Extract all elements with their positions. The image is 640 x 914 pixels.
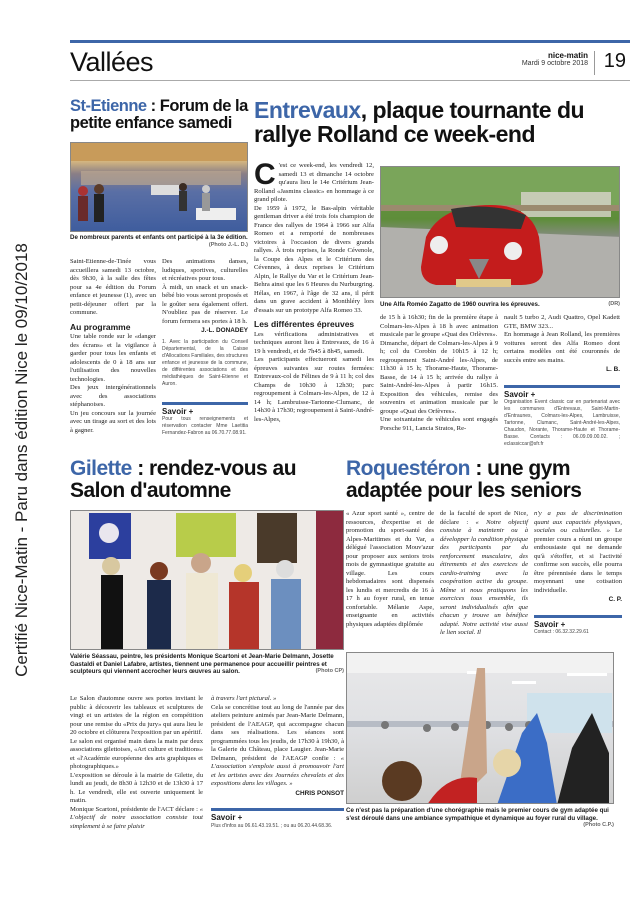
article-column-2 [211, 695, 344, 830]
article-entrevaux [254, 97, 630, 447]
headline-text: , plaque tournante du rallye Rolland ce week-end [254, 97, 585, 147]
paragraph: 'est ce week-end, les vendredi 12, samedi 13 et dimanche 14 octobre qu'aura lieu le 14e Critérium Jean-Rolland «Jasmins classic» en hommage à ce grand pilote. [254, 162, 374, 203]
header-divider [594, 51, 595, 75]
headline-text: : Forum de la petite enfance samedi [70, 97, 248, 132]
savoir-title: Savoir + [162, 406, 194, 416]
brand-name: nice-matin [547, 51, 588, 60]
quote: « L'association s'emploie aussi à promouvoir l'art et les artistes avec des Journées chevalets et des expositions dans les villages. » [211, 754, 344, 787]
savoir-text: Pour tous renseignements et réservation contacter Mme Laetitia Fernandez-Fabron au 06.70.77.08.91. [162, 416, 248, 436]
paragraph: Un jeu concours sur la journée avec un tirage au sort et des lots à gagner. [70, 409, 156, 434]
section-title: Vallées [70, 47, 154, 77]
article-column-3 [534, 510, 622, 636]
quote: « L'objectif de notre association consiste tout simplement à se faire plaisir [70, 805, 203, 830]
photo-credit: (Photo C.P.) [583, 822, 614, 829]
gym-photo [346, 652, 614, 804]
headline-text: : rendez-vous au Salon d'automne [70, 457, 297, 502]
certification-text: Certifié Nice-Matin - Paru dans édition Nice le 09/10/2018 [12, 243, 31, 677]
article-headline [70, 458, 348, 502]
paragraph: Les participants effectueront samedi les épreuves suivantes sur routes fermées: Entrevaux-col de Félines de 9 à 11 h; col des Champs de 10h30 à 12h30; parc regroupement à Colmars-les-Alpes, de 12 à 14 h; Lambruisse-Tartonne-Clumanc, de 14h30 à 17h30; regroupement à Saint-André-les-Alpes, [254, 356, 374, 423]
photo-caption [380, 301, 620, 309]
hall-illustration-icon [71, 143, 248, 232]
headline-place: St-Etienne [70, 97, 147, 115]
certification-stamp [4, 40, 40, 880]
article-column-1 [346, 510, 434, 629]
quote: à travers l'art pictural. » [211, 695, 277, 702]
headline-place: Gilette [70, 457, 132, 480]
paragraph: de 15 h à 16h30; fin de la première étape à Colmars-les-Alpes à 18 h avec animation musicale par le groupe «Quai des Orlèvres». [380, 314, 498, 338]
paragraph: « Azur sport santé », centre de ressources, d'expertise et de promotion du sport-santé des Alpes-Maritimes et du Var, a délégué l'association Mouv'azur pour proposer aux seniors trois mois de gymnastique gratuite au village. Les cours hebdomadaires sont dispensés les lundis et mercredis de 16 à 17 h au foyer rural, en tenue confortable. Mélanie Aspe, enseignante en activités physiques adaptées diplômée [346, 510, 434, 628]
article-column-1 [254, 158, 374, 424]
paragraph: Saint-Etienne-de-Tinée vous accueillera samedi 13 octobre, dès 9h30, à la salle des fêtes pour sa 4e édition du Forum enfance et jeunesse (1), avec un petit-déjeuner offert par la commune. [70, 258, 156, 316]
headline-text: : une gym adaptée pour les seniors [346, 457, 582, 502]
article-column-2 [380, 314, 498, 433]
group-illustration-icon [71, 511, 344, 650]
newspaper-page [70, 0, 630, 914]
savoir-box [534, 615, 622, 637]
dropcap: C [254, 158, 276, 191]
quote: n'y a pas de discrimination quant aux capacités physiques, sociales ou culturelles. » [534, 510, 622, 534]
article-column-2 [162, 258, 248, 437]
savoir-title: Savoir + [504, 389, 536, 399]
paragraph: Le salon est organisé main dans la main par deux associations gilettoises, «Art culture et traditions» et «l'Académie européenne des arts graphiques et photographiques.» [70, 737, 203, 770]
paragraph: nault 5 turbo 2, Audi Quattro, Opel Kadett GTE, BMW 323... [504, 314, 620, 330]
paragraph: Une table ronde sur le «danger des écrans» et la vigilance à garder pour tous les enfants et adolescents de 0 à 18 ans sur l'utilisation des nouvelles technologies. [70, 333, 156, 383]
paragraph: De 1959 à 1972, le Bas-alpin véritable gentleman driver a été trois fois champion de France des rallyes de 1964 à 1966 sur Alfa Romeo et a remporté de nombreuses victoires à l'occasion de divers grands rallyes. À trois reprises, la Ronde Cévenole, la Coupe des Alpes et le Critérium des Cévennes, à deux reprises le Critérium Alpin, le Rallye du Var et le Critérium Jean-Behra ainsi que les 6 Heures du Nurburgring. Hélas, en 1967, à l'âge de 32 ans, il périt dans un grave accident à Monthléry lors d'essais sur un prototype Alfa Romeo 33. [254, 204, 374, 314]
paragraph: Le Salon d'automne ouvre ses portes invitant le public à découvrir les tableaux et sculptures de vingt et un artistes de la région en compétition pour une remise du «Prix du jury» qui aura lieu le 20 octobre et clôturera l'exposition par un apéritif. [70, 695, 203, 736]
photo-credit: (Photo CP) [315, 668, 344, 675]
photo-caption [70, 234, 248, 249]
salon-photo [70, 510, 344, 650]
alfa-romeo-photo [380, 166, 620, 298]
forum-photo [70, 142, 248, 232]
paragraph: Le premier cours a réuni un groupe enthousiaste qui ne demande qu'à s'étoffer, et si l'activité confirme son succès, elle pourra être pérennisée dans le temps moyennant une cotisation individuelle. [534, 527, 622, 594]
paragraph: À midi, un snack et un snack-bébé bio vous seront proposés et le goûter sera également offert. N'oubliez pas de réserver. Le forum fermera ses portes à 18 h. [162, 283, 248, 325]
paragraph: de la faculté de sport de Nice, déclare : [440, 510, 528, 526]
header-accent-bar [70, 40, 630, 43]
savoir-text: Contact : 06.32.32.29.61 [534, 629, 589, 635]
article-st-etienne [70, 97, 248, 436]
subheading: Au programme [70, 321, 131, 332]
article-roquesteron [346, 457, 630, 829]
savoir-accent-bar [504, 385, 620, 388]
article-gilette [70, 457, 348, 830]
paragraph: Cela se concrétise tout au long de l'année par des ateliers peinture animés par Jean-Marie Delmann, président de l'AEAGP, qui accompagne chacun dans ses réalisations. Les séances sont programmées tous les jeudis, de 17h30 à 19h30, à la Galerie du Château, place Laugier. Jean-Marie Delmann, président de l'AEAGP confie : [211, 703, 344, 762]
article-column-1 [70, 258, 156, 435]
caption-text: Une Alfa Roméo Zagatto de 1960 ouvrira les épreuves. [380, 301, 540, 308]
article-headline [254, 98, 630, 146]
header-rule [70, 80, 630, 81]
caption-text: Valérie Séassau, peintre, les présidents Monique Scartoni et Jean-Marie Delmann, Josette Gastaldi et Daniel Lafabre, artistes, tiennent une permanence pour accueillir peintres et sculpteurs qui viennent accrocher leurs œuvres au salon. [70, 653, 334, 676]
savoir-title: Savoir + [534, 619, 566, 629]
headline-place: Roquestéron [346, 457, 471, 480]
savoir-title: Savoir + [211, 813, 243, 822]
subheading: Les différentes épreuves [254, 319, 355, 329]
savoir-text: Plus d'infos au 06.61.43.19.51. ; ou au 06.20.44.68.36. [211, 822, 333, 829]
paragraph: Les vérifications administratives et techniques auront lieu à Entrevaux, de 16 à 19 h vendredi, et de 7h45 à 8h45, samedi. [254, 330, 374, 355]
article-column-1 [70, 695, 203, 831]
paragraph: En hommage à Jean Rolland, les premières voitures seront des Alfa Romeo dont certains modèles ont été couronnés de succès entre ses mains. [504, 331, 620, 364]
savoir-box [162, 402, 248, 438]
article-column-3 [504, 314, 620, 448]
paragraph: Monique Scartoni, présidente de l'ACT déclare : [70, 805, 200, 813]
author-signature: CHRIS PONSOT [295, 789, 344, 797]
paragraph: Des jeux intergénérationnels avec des associations stéphanoises. [70, 384, 156, 408]
footnote: 1. Avec la participation du Conseil Départemental, de la Caisse d'Allocations Familiales, des structures enfance et jeunesse de la commune, de différentes associations et des médiathèques de Saint-Etienne et Auron. [162, 338, 248, 387]
paragraph: Des animations danses, ludiques, sportives, culturelles et récréatives pour tous. [162, 258, 248, 282]
author-signature: C. P. [608, 596, 622, 603]
savoir-accent-bar [162, 402, 248, 405]
paragraph: Dimanche, départ de Colmars-les-Alpes à 9 h; col du Corobin de 10h15 à 12 h; regroupement Saint-André les-Alpes, de 11h30 à 15 h; Thorame-Haute, Thorame-Basse, de 14 à 15 h; arrivée du rallye à Saint-André-les-Alpes à partir 16h15. Exposition des véhicules, remise des souvenirs et animation musicale par le groupe «Quai des Orfèvres». [380, 339, 498, 415]
photo-credit: (Photo J.-L. D.) [208, 241, 248, 248]
issue-date: Mardi 9 octobre 2018 [521, 60, 588, 67]
caption-text: De nombreux parents et enfants ont participé à la 3e édition. [70, 234, 248, 241]
gym-illustration-icon [347, 653, 614, 804]
author-signature: J.-L. DONADEY [201, 327, 248, 334]
paragraph: Une soixantaine de véhicules sont engagés Porsche 911, Lancia Stratos, Re- [380, 416, 498, 432]
author-signature: L. B. [606, 366, 620, 373]
photo-caption [346, 807, 614, 830]
page-number: 19 [603, 50, 626, 72]
car-illustration-icon [381, 167, 620, 298]
photo-credit: (DR) [608, 301, 620, 307]
headline-place: Entrevaux [254, 97, 361, 123]
paragraph: L'exposition se déroule à la mairie de Gilette, du lundi au jeudi, de 8h30 à 12h30 et de 13h30 à 17 h. Le vendredi, elle est ouverte uniquement le matin. [70, 771, 203, 804]
article-headline [70, 98, 248, 132]
savoir-box [504, 385, 620, 449]
savoir-text: Organisation Event classic car en partenariat avec les communes d'Entrevaux, Saint-Martin-d'Entraunes, Colmars-les-Alpes, Lambruisse, Tartonne, Clumanc, Saint-André-les-Alpes, Chaudon, Norante, Thorame-Haute et Thorame-Basse. Contacts : 06.09.09.00.02. ; eclassiccar@sfr.fr [504, 399, 620, 447]
masthead [522, 51, 588, 67]
savoir-box [211, 808, 344, 830]
article-headline [346, 458, 630, 502]
caption-text: Ce n'est pas la préparation d'une chorégraphie mais le premier cours de gym adaptée qui s'est déroulé dans une ambiance sympathique et dynamique au foyer rural du village. [346, 807, 609, 822]
photo-caption [70, 653, 344, 676]
quote: « Notre objectif consiste à maintenir ou à développer la condition physique des participants par du renforcement musculaire, des étirements et des exercices de cardio-training avec la coopération active du groupe. Même si nous pratiquons les exercices tous ensemble, ils seront individualisés afin que chacun y trouve un bénéfice adapté. Notre activité vise aussi le lien social. Il [440, 518, 528, 636]
savoir-accent-bar [534, 615, 622, 618]
savoir-accent-bar [211, 808, 344, 811]
article-column-2 [440, 510, 528, 638]
